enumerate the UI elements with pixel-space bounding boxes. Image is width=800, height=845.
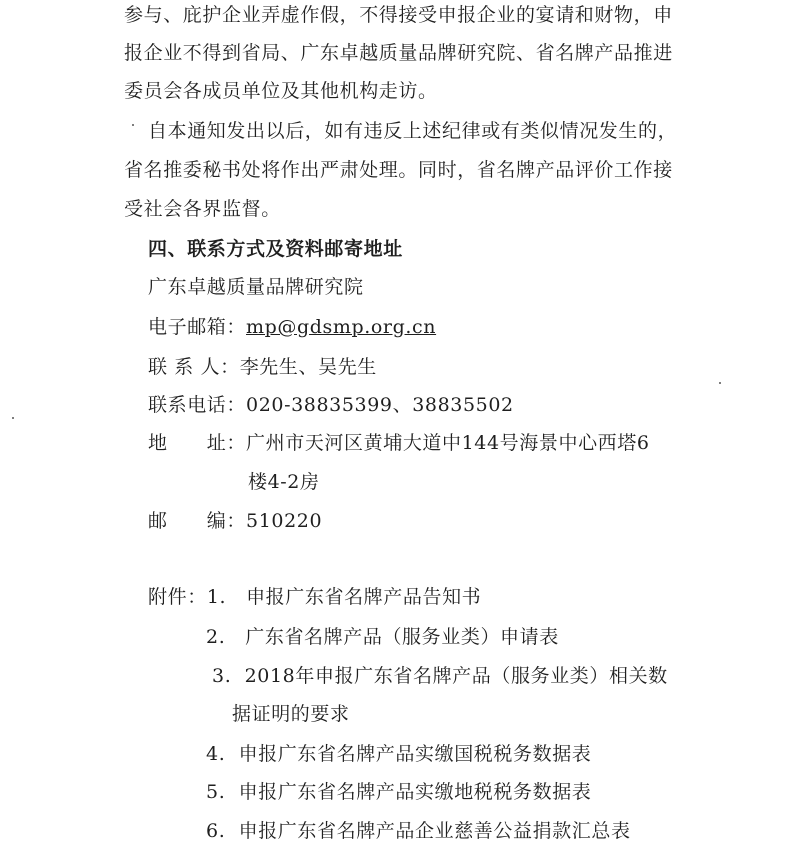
attachment-item-1: [148, 584, 481, 610]
contact-person-row: [148, 354, 377, 380]
attachment-item-4: [206, 741, 591, 767]
attachment-item-2: [206, 624, 559, 650]
attachment-number: 3.: [212, 665, 232, 687]
attachment-title: 申报广东省名牌产品企业慈善公益捐款汇总表: [238, 820, 631, 842]
address-label: 地 址：: [148, 432, 247, 454]
contact-person-value: 李先生、吴先生: [239, 356, 377, 378]
address-line-2: 楼4-2房: [248, 471, 320, 493]
attachment-number: 1.: [206, 586, 227, 608]
postcode-label: 邮 编：: [148, 510, 247, 532]
phone-row: [148, 392, 514, 418]
attachments-label: 附件：: [148, 586, 207, 608]
scan-speck: [719, 382, 721, 384]
attachment-title: 广东省名牌产品（服务业类）申请表: [245, 626, 559, 648]
email-label: 电子邮箱：: [148, 316, 247, 338]
organization-name: 广东卓越质量品牌研究院: [148, 276, 364, 298]
notice-paragraph-line-3: 受社会各界监督。: [124, 198, 281, 220]
notice-paragraph-line-1: 自本通知发出以后，如有违反上述纪律或有类似情况发生的，: [148, 120, 678, 142]
address-line-1: 广州市天河区黄埔大道中144号海景中心西塔6: [246, 432, 650, 454]
attachment-title: 2018年申报广东省名牌产品（服务业类）相关数: [244, 665, 668, 687]
discipline-paragraph-line-2: 报企业不得到省局、广东卓越质量品牌研究院、省名牌产品推进: [124, 42, 673, 64]
notice-paragraph-line-2: 省名推委秘书处将作出严肃处理。同时，省名牌产品评价工作接: [124, 159, 673, 181]
contact-person-label: 联 系 人：: [148, 356, 240, 378]
phone-label: 联系电话：: [148, 394, 247, 416]
discipline-paragraph-line-1: 参与、庇护企业弄虚作假，不得接受申报企业的宴请和财物，申: [124, 4, 673, 26]
attachment-number: 6.: [206, 820, 226, 842]
attachment-title: 申报广东省名牌产品告知书: [246, 586, 482, 608]
discipline-paragraph-line-3: 委员会各成员单位及其他机构走访。: [124, 80, 438, 102]
scan-speck: [132, 124, 134, 126]
attachment-title: 申报广东省名牌产品实缴国税税务数据表: [238, 743, 592, 765]
postcode-value: 510220: [246, 510, 323, 532]
attachment-item-3-continuation: 据证明的要求: [232, 703, 350, 725]
phone-value: 020-38835399、38835502: [246, 394, 514, 416]
attachment-number: 4.: [206, 743, 226, 765]
email-link[interactable]: mp@gdsmp.org.cn: [246, 316, 437, 338]
attachment-title: 申报广东省名牌产品实缴地税税务数据表: [238, 781, 592, 803]
attachment-item-5: [206, 779, 591, 805]
attachment-number: 5.: [206, 781, 226, 803]
email-row: [148, 314, 436, 340]
scan-speck: [12, 417, 14, 419]
address-row: [148, 430, 650, 456]
attachment-number: 2.: [206, 626, 226, 648]
section-heading-contact: 四、联系方式及资料邮寄地址: [148, 238, 403, 260]
attachment-item-3: [212, 663, 668, 689]
postcode-row: [148, 508, 322, 534]
attachment-item-6: [206, 818, 631, 844]
